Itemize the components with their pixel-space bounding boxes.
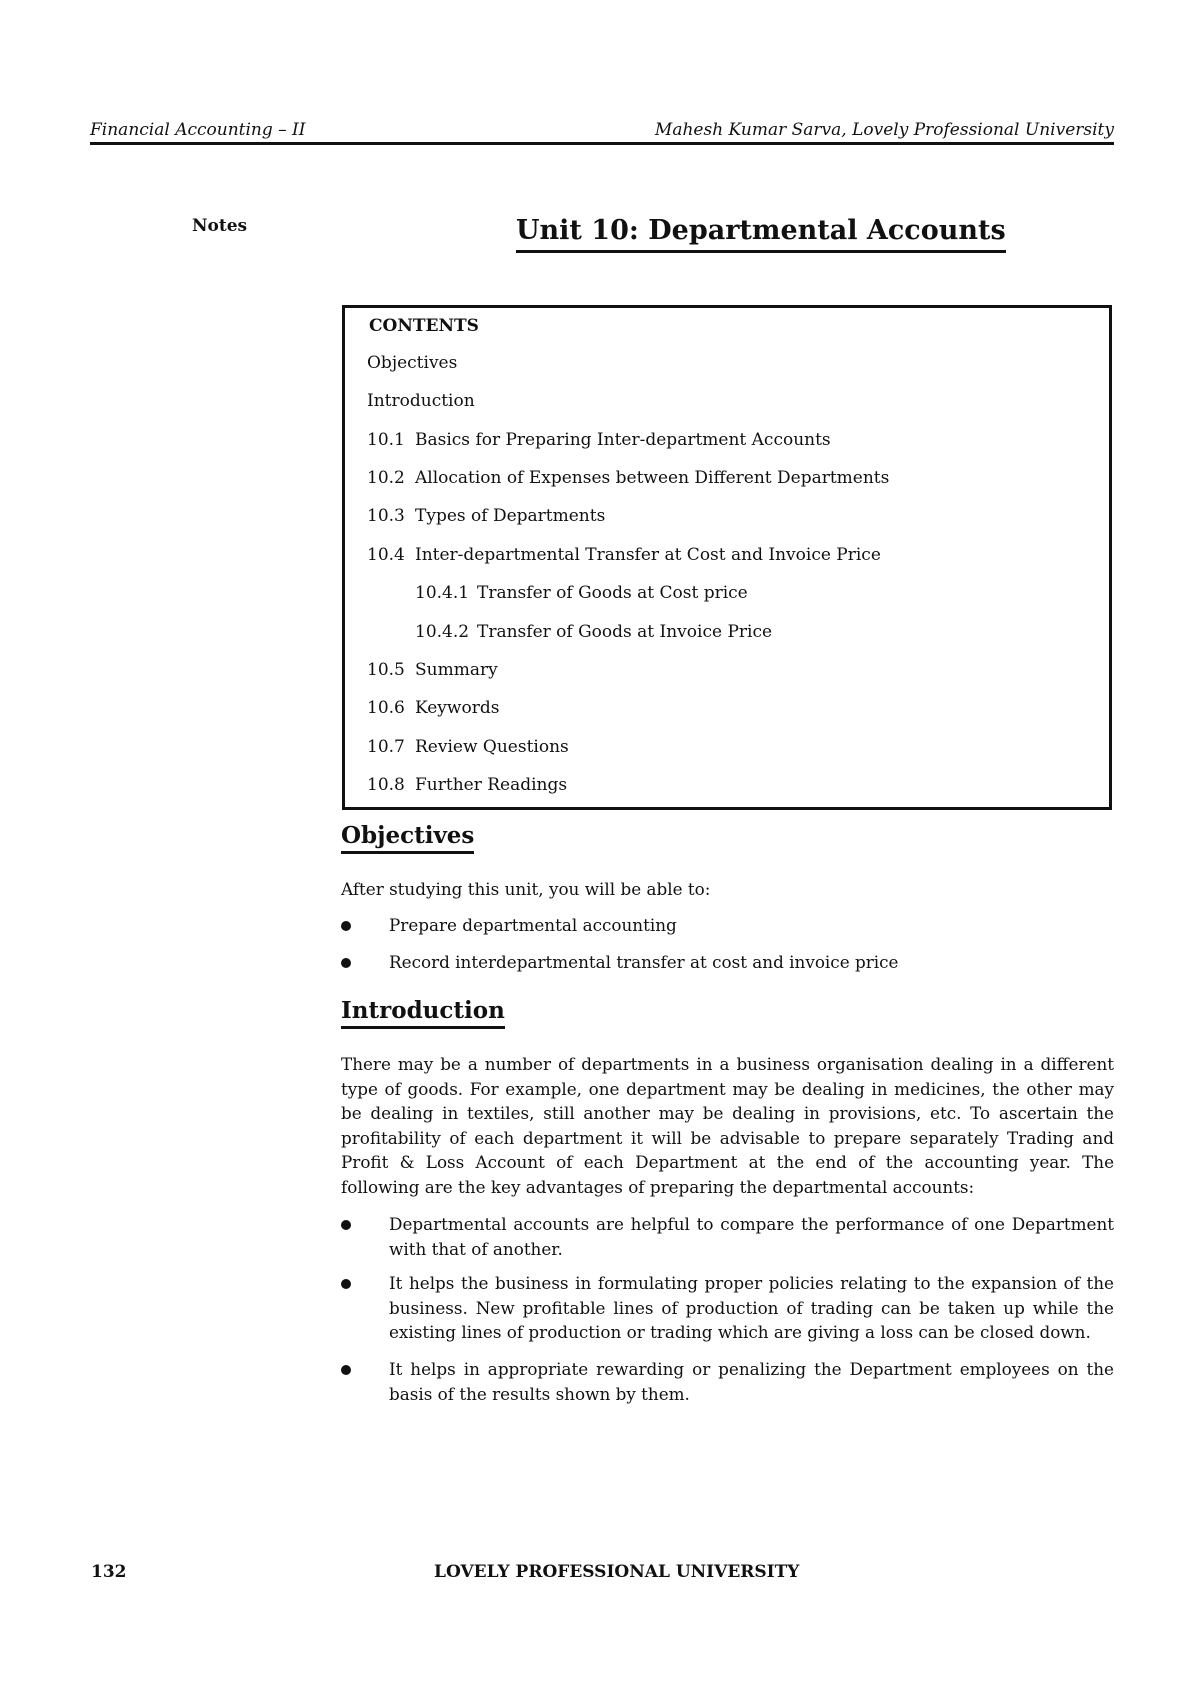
unit-title: Unit 10: Departmental Accounts: [516, 214, 1006, 253]
toc-item-text: Basics for Preparing Inter-department Accounts: [415, 430, 831, 450]
bullet-text: Record interdepartmental transfer at cost and invoice price: [389, 952, 899, 972]
toc-item: [367, 506, 605, 526]
toc-item-text: Keywords: [415, 698, 500, 718]
toc-item: [367, 698, 499, 718]
toc-item: [367, 660, 498, 680]
toc-item-number: 10.5: [367, 660, 405, 680]
bullet-text: It helps the business in formulating proper policies relating to the expansion of the business. New profitable lines of production of trading can be taken up while the existing lines of production or trading which are giving a loss can be closed down.: [389, 1273, 1114, 1342]
toc-item: [367, 545, 881, 565]
bullet-icon: [341, 958, 351, 968]
bullet-icon: [341, 1365, 351, 1375]
toc-item-number: 10.4: [367, 545, 405, 565]
toc-item-number: 10.3: [367, 506, 405, 526]
toc-item-text: Inter-departmental Transfer at Cost and Invoice Price: [415, 545, 881, 565]
toc-subitem: [415, 622, 772, 642]
toc-item-number: 10.8: [367, 775, 405, 795]
bullet-icon: [341, 1279, 351, 1289]
toc-item: [367, 391, 475, 411]
toc-subitem: [415, 583, 748, 603]
toc-item-text: Further Readings: [415, 775, 568, 795]
toc-item-text: Transfer of Goods at Cost price: [477, 583, 748, 603]
toc-item-text: Types of Departments: [415, 506, 606, 526]
header-course-title: Financial Accounting – II: [90, 120, 306, 140]
toc-item: [367, 430, 831, 450]
toc-item-text: Transfer of Goods at Invoice Price: [477, 622, 773, 642]
bullet-text: Departmental accounts are helpful to compare the performance of one Department with that of another.: [389, 1214, 1114, 1259]
bullet-text: It helps in appropriate rewarding or penalizing the Department employees on the basis of the results shown by them.: [389, 1359, 1114, 1404]
toc-item-text: Allocation of Expenses between Different Departments: [415, 468, 890, 488]
bullet-icon: [341, 1220, 351, 1230]
bullet-icon: [341, 921, 351, 931]
toc-item-text: Introduction: [367, 391, 475, 411]
toc-item-number: 10.2: [367, 468, 405, 488]
toc-item-text: Objectives: [367, 353, 458, 373]
toc-item-text: Summary: [415, 660, 498, 680]
toc-item-number: 10.1: [367, 430, 405, 450]
footer-university: LOVELY PROFESSIONAL UNIVERSITY: [434, 1562, 800, 1582]
toc-item-number: 10.7: [367, 737, 405, 757]
contents-box: [342, 305, 1112, 810]
bullet-text: Prepare departmental accounting: [389, 915, 677, 935]
introduction-paragraph: There may be a number of departments in a business organisation dealing in a different type of goods. For example, one department may be dealing in medicines, the other may be dealing in textiles, still another may be dealing in provisions, etc. To ascertain the profitability of each department it will be advisable to prepare separately Trading and Profit & Loss Account of each Department at the end of the accounting year. The following are the key advantages of preparing the departmental accounts:: [341, 1054, 1114, 1197]
page-number: 132: [91, 1562, 127, 1582]
toc-item-number: 10.4.2: [415, 622, 470, 642]
introduction-heading: Introduction: [341, 997, 505, 1029]
toc-item: [367, 353, 457, 373]
objectives-intro: After studying this unit, you will be able to:: [341, 879, 711, 899]
objectives-heading: Objectives: [341, 822, 474, 854]
toc-item: [367, 737, 569, 757]
toc-item-number: 10.6: [367, 698, 405, 718]
toc-item-number: 10.4.1: [415, 583, 470, 603]
header-author: Mahesh Kumar Sarva, Lovely Professional University: [654, 120, 1114, 140]
contents-heading: CONTENTS: [369, 316, 479, 336]
toc-item: [367, 468, 889, 488]
header-rule: [90, 142, 1114, 145]
toc-item: [367, 775, 567, 795]
margin-notes-label: Notes: [192, 216, 248, 236]
running-header: [90, 120, 1114, 140]
toc-item-text: Review Questions: [415, 737, 569, 757]
